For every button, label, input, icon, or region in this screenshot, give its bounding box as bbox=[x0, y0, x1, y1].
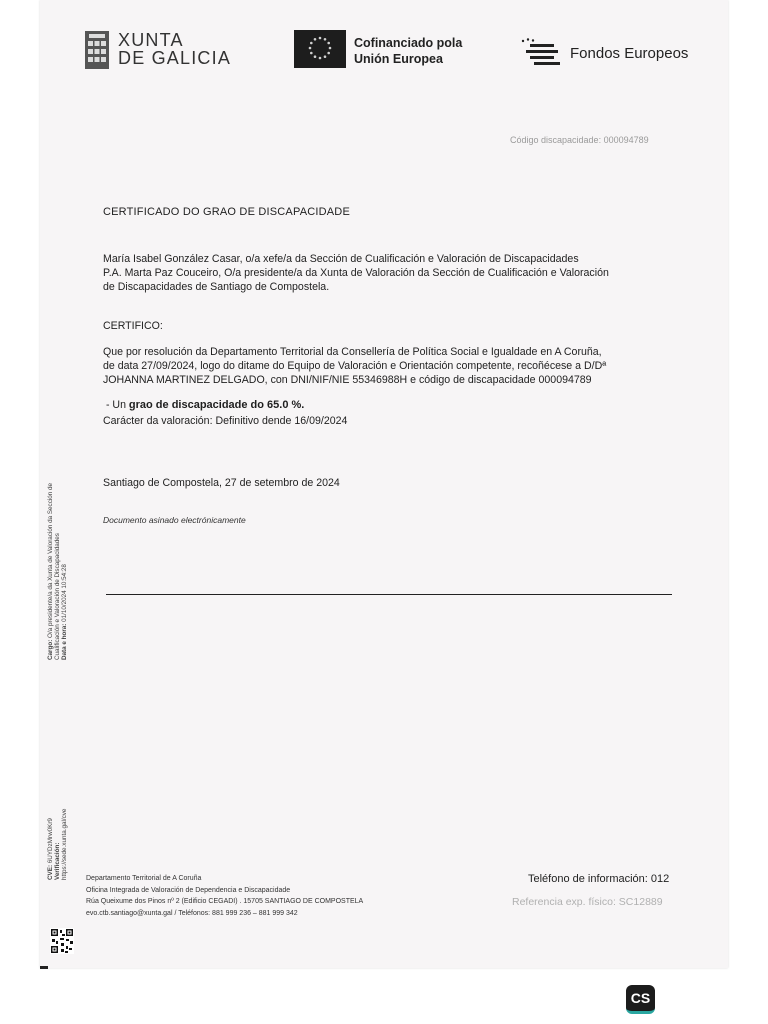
info-phone: Teléfono de información: 012 bbox=[528, 873, 670, 885]
fondos-europeos-text: Fondos Europeos bbox=[570, 45, 689, 62]
issuer-line-2: P.A. Marta Paz Couceiro, O/a presidente/a da Xunta de Valoración da Sección de Cualificación e Valoración bbox=[103, 267, 609, 279]
side-date-label: Data e hora: bbox=[61, 623, 69, 660]
issuer-line-3: de Discapacidades de Santiago de Compostela. bbox=[103, 281, 330, 293]
grade-value: grao de discapacidade do 65.0 %. bbox=[128, 399, 305, 411]
qr-code-icon bbox=[50, 928, 74, 954]
side-verification-info bbox=[47, 770, 69, 880]
xunta-crest-icon bbox=[84, 30, 110, 70]
assessment-character: Carácter da valoración: Definitivo dende 16/09/2024 bbox=[103, 415, 348, 427]
fondos-europeos-icon bbox=[520, 38, 564, 68]
xunta-logo-text bbox=[118, 31, 231, 67]
disability-grade bbox=[103, 398, 304, 412]
scan-mark bbox=[40, 966, 48, 969]
grade-prefix: - Un bbox=[103, 399, 129, 411]
certifico-heading: CERTIFICO: bbox=[103, 320, 163, 332]
disability-code-line: Código discapacidade: 000094789 bbox=[510, 135, 649, 145]
footer-address bbox=[86, 873, 363, 919]
footer-line-2: Oficina Integrada de Valoración de Dependencia e Discapacidade bbox=[86, 886, 291, 894]
side-cargo bbox=[47, 470, 61, 660]
signature-divider bbox=[106, 594, 672, 595]
place-and-date: Santiago de Compostela, 27 de setembro de 2024 bbox=[103, 477, 340, 489]
xunta-line2: DE GALICIA bbox=[118, 48, 232, 68]
side-cve-text: 6UYDzMrw0Kr9 bbox=[47, 818, 54, 864]
issuer-line-1: María Isabel González Casar, o/a xefe/a da Sección de Cualificación e Valoración de Discapacidades bbox=[103, 253, 579, 265]
electronic-signature-note: Documento asinado electrónicamente bbox=[103, 515, 246, 525]
issuer-paragraph bbox=[103, 252, 678, 294]
resolution-line-2: de data 27/09/2024, logo do ditame do Equipo de Valoración e Orientación competente, recoñécese a D/Dª bbox=[103, 360, 607, 372]
eu-line1: Cofinanciado pola bbox=[354, 36, 463, 50]
eu-flag-icon bbox=[294, 30, 346, 68]
side-cargo-text: O/a presidente/a da Xunta de Valoración da Sección de Cualificación e Valoración de Discapacidades bbox=[47, 482, 62, 660]
side-cargo-label: Cargo: bbox=[47, 639, 54, 660]
side-signature-info bbox=[47, 470, 69, 660]
physical-reference: Referencia exp. físico: SC12889 bbox=[512, 896, 663, 908]
side-date-text: 01/10/2024 10:54:28 bbox=[61, 564, 69, 622]
camscanner-badge-icon[interactable]: CS bbox=[626, 985, 655, 1014]
document-title: CERTIFICADO DO GRAO DE DISCAPACIDADE bbox=[103, 206, 350, 218]
side-verif-url[interactable]: https://sede.xunta.gal/cve bbox=[61, 808, 69, 880]
footer-line-4: evo.ctb.santiago@xunta.gal / Teléfonos: 881 999 236 – 881 999 342 bbox=[86, 909, 298, 917]
eu-cofinance-text bbox=[354, 35, 462, 67]
footer-line-3: Rúa Queixume dos Pinos nº 2 (Edificio CEGADI) . 15705 SANTIAGO DE COMPOSTELA bbox=[86, 898, 364, 905]
resolution-line-1: Que por resolución da Departamento Territorial da Consellería de Política Social e Igualdade en A Coruña, bbox=[103, 346, 602, 358]
footer-line-1: Departamento Territorial de A Coruña bbox=[86, 875, 202, 882]
side-verif-label: Verificación: bbox=[54, 842, 62, 880]
side-date bbox=[61, 470, 68, 660]
resolution-line-3: JOHANNA MARTINEZ DELGADO, con DNI/NIF/NIE 55346988H e código de discapacidade 000094789 bbox=[103, 374, 592, 386]
xunta-line1: XUNTA bbox=[118, 30, 184, 50]
resolution-paragraph bbox=[103, 345, 678, 387]
side-cve-label: CVE: bbox=[47, 864, 54, 880]
side-cve bbox=[47, 770, 54, 880]
eu-line2: Unión Europea bbox=[354, 52, 443, 66]
side-verif bbox=[54, 770, 68, 880]
